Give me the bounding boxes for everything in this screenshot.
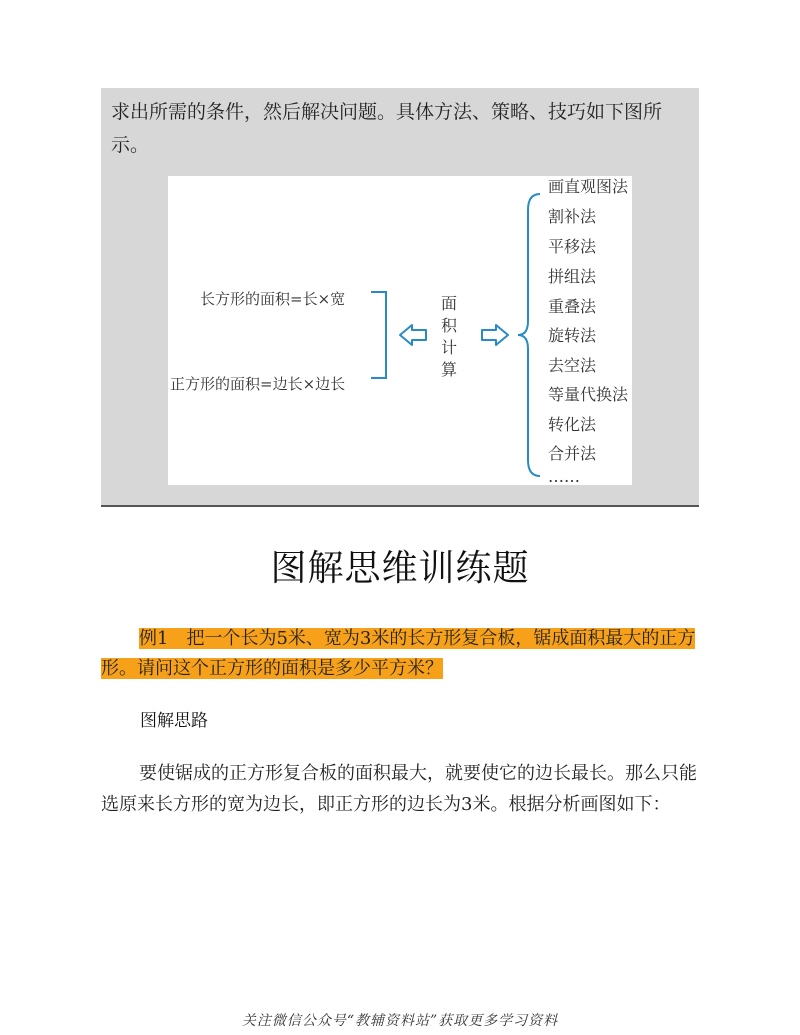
center-char: 积 [440, 316, 457, 335]
right-arrow-icon [482, 325, 508, 345]
method-item: 等量代换法 [548, 385, 629, 404]
rectangle-area-formula: 长方形的面积=长×宽 [200, 290, 346, 308]
method-item: 拼组法 [548, 267, 597, 286]
page-title: 图解思维训练题 [270, 548, 530, 589]
square-area-formula: 正方形的面积=边长×边长 [170, 375, 346, 393]
method-item: 转化法 [548, 415, 597, 434]
example-problem [101, 624, 701, 684]
area-calculation-label [440, 293, 458, 381]
method-item: 平移法 [548, 237, 597, 256]
solution-heading: 图解思路 [140, 711, 208, 731]
diagram-panel [101, 88, 699, 507]
method-item: 旋转法 [548, 326, 597, 345]
area-calculation-diagram [168, 176, 632, 485]
method-item: 合并法 [548, 444, 597, 463]
left-arrow-icon [400, 325, 426, 345]
solution-paragraph: 要使锯成的正方形复合板的面积最大，就要使它的边长最长。那么只能选原来长方形的宽为边长，即正方形的边长为3米。根据分析画图如下： [101, 763, 697, 815]
formula-bracket [371, 292, 386, 378]
method-item: 去空法 [548, 356, 597, 375]
intro-paragraph: 求出所需的条件，然后解决问题。具体方法、策略、技巧如下图所示。 [111, 101, 663, 156]
method-item: …… [548, 467, 580, 486]
method-item: 画直观图法 [548, 177, 629, 196]
highlighted-problem-text: 例1 把一个长为5米、宽为3米的长方形复合板，锯成面积最大的正方形。请问这个正方形的面积是多少平方米？ [101, 628, 696, 679]
center-char: 面 [440, 294, 457, 313]
center-char: 计 [440, 338, 457, 357]
center-char: 算 [440, 360, 457, 379]
method-item: 割补法 [548, 207, 597, 226]
methods-brace [518, 194, 540, 476]
footer-watermark: 关注微信公众号“教辅资料站”获取更多学习资料 [241, 1013, 559, 1029]
method-item: 重叠法 [548, 297, 597, 316]
